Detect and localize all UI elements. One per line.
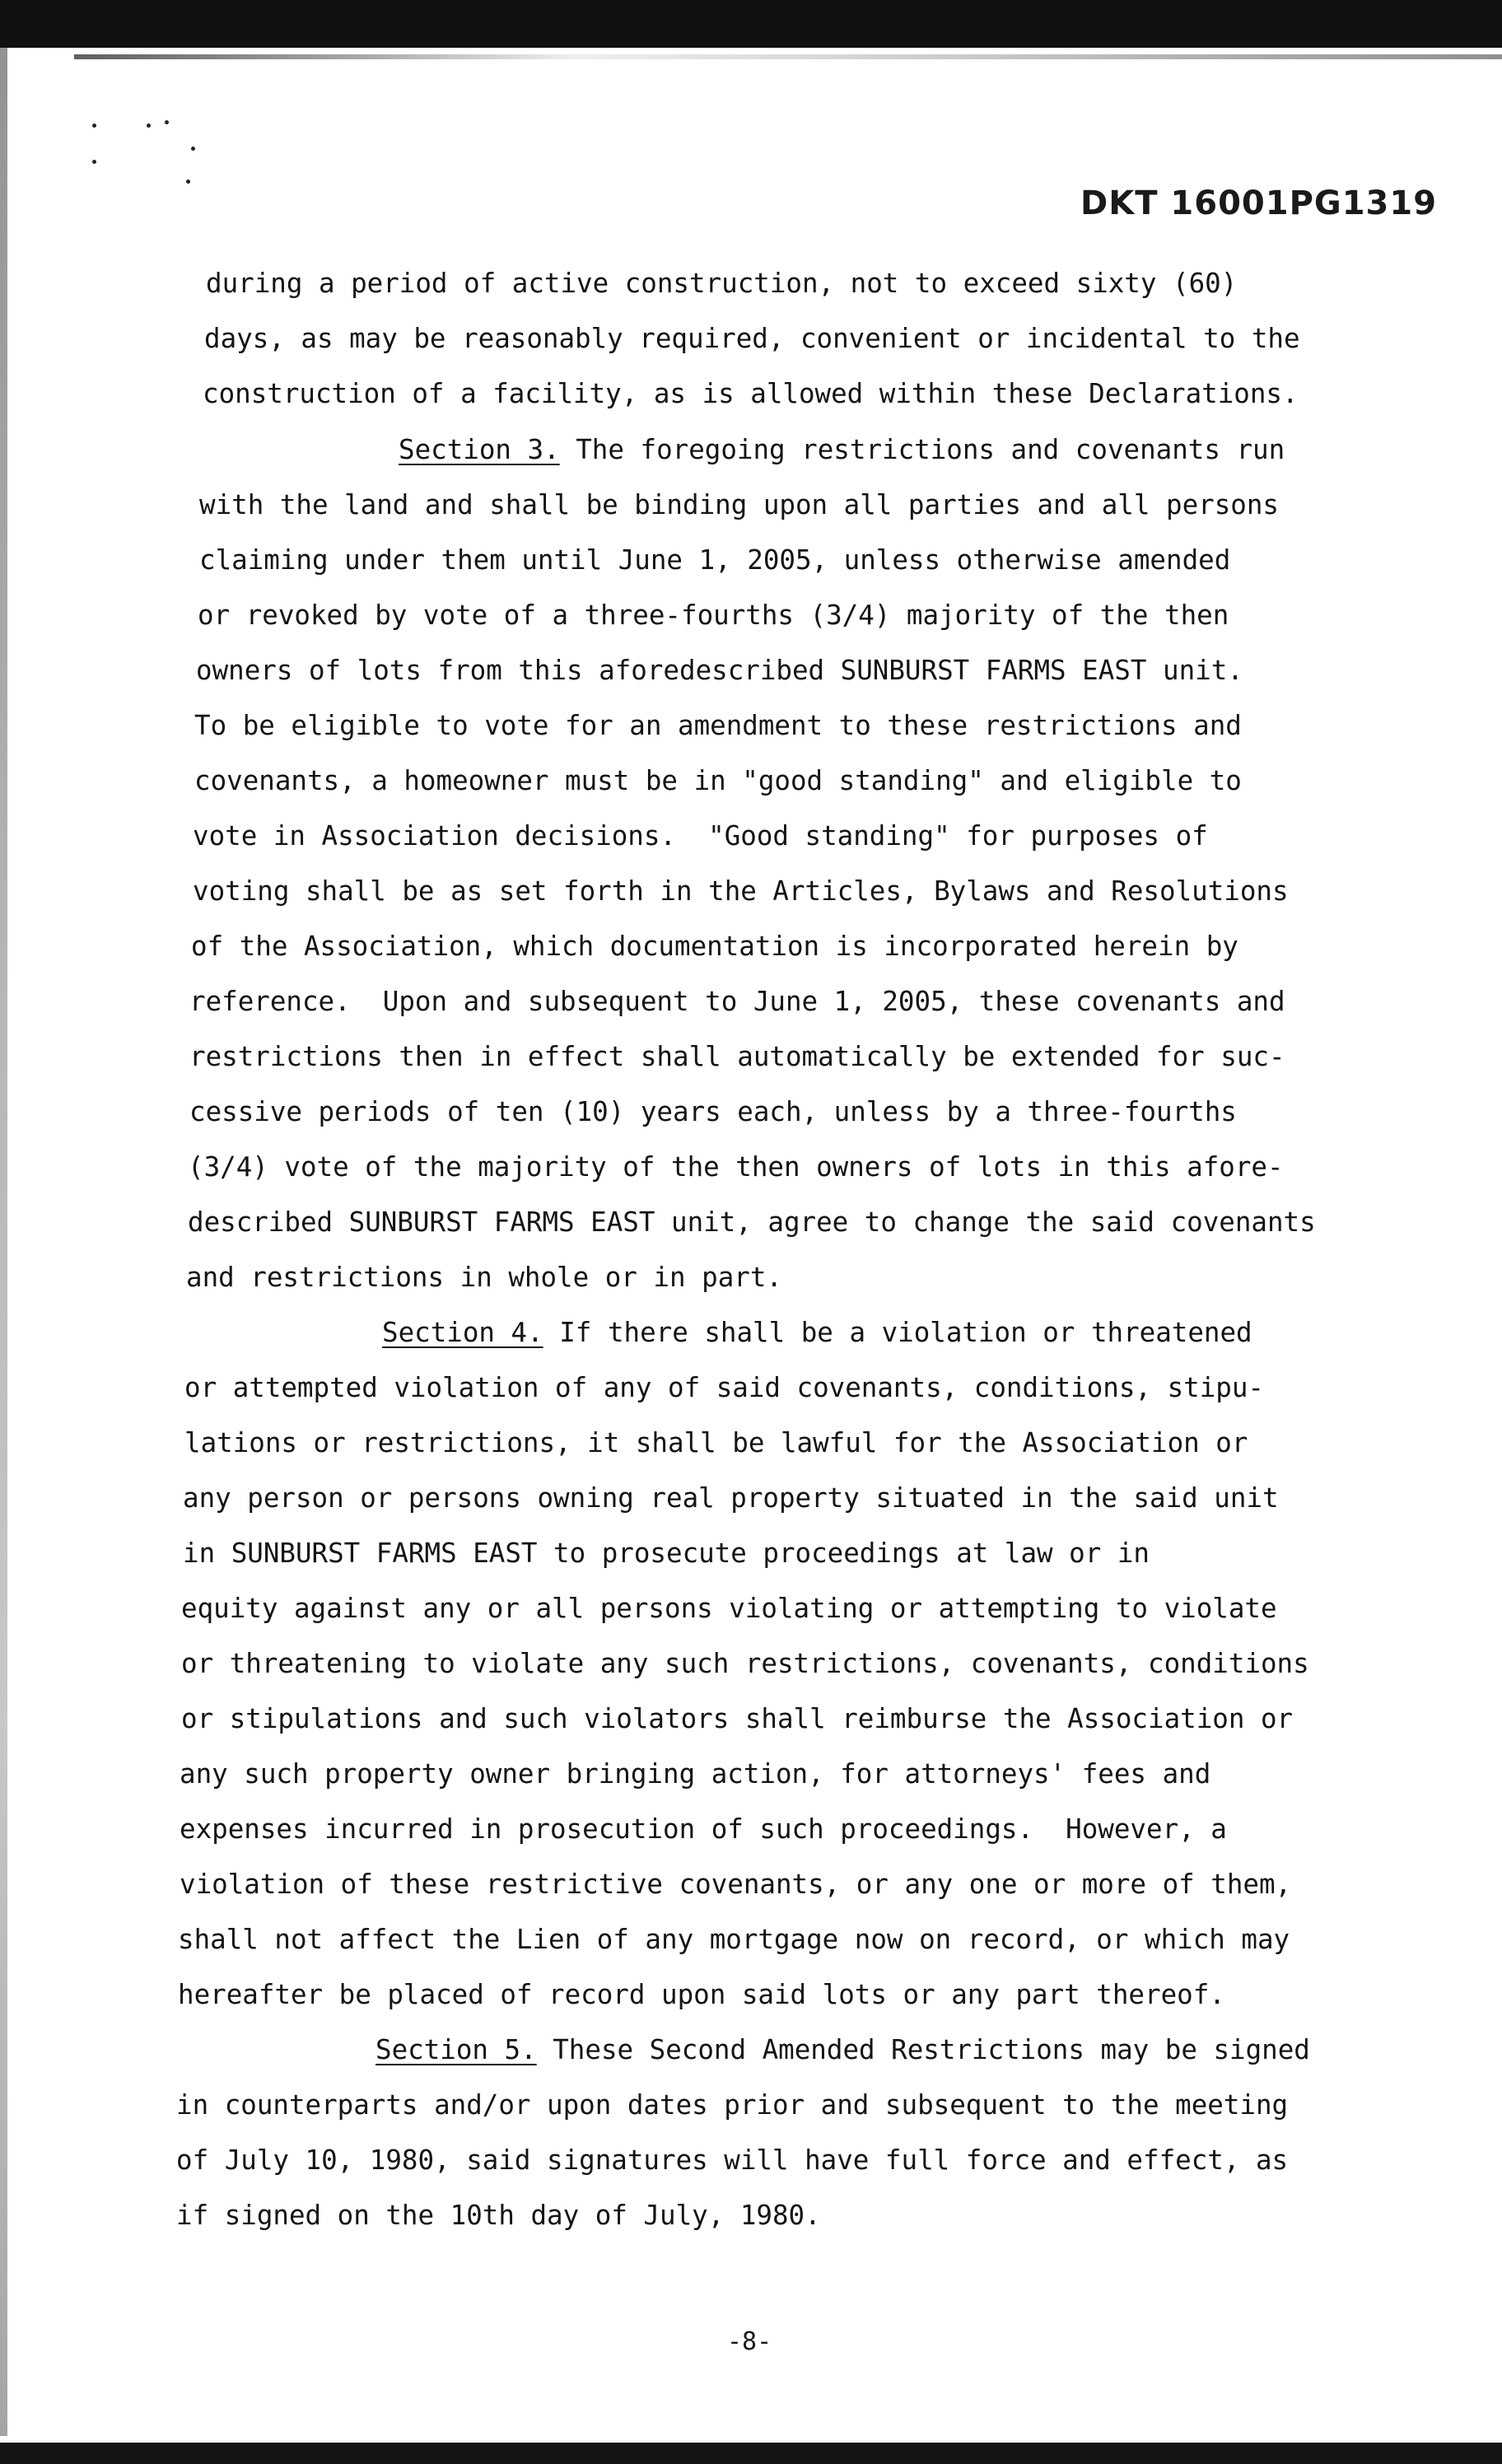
- text-line: shall not affect the Lien of any mortgage now on record, or which may: [178, 1924, 1290, 1955]
- text-line: lations or restrictions, it shall be lawful for the Association or: [184, 1427, 1248, 1458]
- text-line: construction of a facility, as is allowed within these Declarations.: [203, 378, 1299, 409]
- scan-top-border: [0, 0, 1502, 48]
- text-line: in counterparts and/or upon dates prior and subsequent to the meeting: [176, 2089, 1289, 2121]
- scan-speck: [191, 147, 195, 151]
- scan-top-streak: [74, 54, 1502, 59]
- text-line: hereafter be placed of record upon said lots or any part thereof.: [178, 1979, 1225, 2010]
- text-line: reference. Upon and subsequent to June 1, 2005, these covenants and: [189, 986, 1285, 1017]
- text-line: or attempted violation of any of said covenants, conditions, stipu-: [184, 1372, 1264, 1403]
- text-line: To be eligible to vote for an amendment to these restrictions and: [194, 710, 1242, 741]
- text-line: any such property owner bringing action, for attorneys' fees and: [180, 1758, 1211, 1790]
- text-line: of the Association, which documentation is incorporated herein by: [191, 931, 1238, 962]
- section-3-paragraph-start: Section 3. The foregoing restrictions and covenants run: [399, 434, 1285, 465]
- scan-bottom-border: [0, 2443, 1502, 2464]
- scan-speck: [186, 180, 190, 184]
- section-5-heading: Section 5.: [376, 2034, 537, 2065]
- text-line: of July 10, 1980, said signatures will have full force and effect, as: [176, 2144, 1289, 2176]
- scan-speck: [165, 120, 169, 124]
- text-line: days, as may be reasonably required, convenient or incidental to the: [204, 323, 1300, 354]
- text-line: vote in Association decisions. "Good standing" for purposes of: [193, 820, 1208, 852]
- scan-speck: [92, 160, 96, 164]
- text-line: claiming under them until June 1, 2005, unless otherwise amended: [199, 544, 1231, 576]
- text-line: with the land and shall be binding upon all parties and all persons: [199, 489, 1279, 520]
- text-line: in SUNBURST FARMS EAST to prosecute proceedings at law or in: [183, 1538, 1150, 1569]
- text-line: voting shall be as set forth in the Articles, Bylaws and Resolutions: [193, 875, 1289, 907]
- text-line: during a period of active construction, not to exceed sixty (60): [206, 268, 1238, 299]
- section-5-paragraph-start: Section 5. These Second Amended Restrictions may be signed: [376, 2034, 1310, 2065]
- page-number: -8-: [727, 2327, 772, 2356]
- text-line: (3/4) vote of the majority of the then owners of lots in this afore-: [188, 1151, 1284, 1183]
- text-line: described SUNBURST FARMS EAST unit, agree to change the said covenants: [188, 1206, 1316, 1238]
- text-line: any person or persons owning real property situated in the said unit: [183, 1482, 1279, 1514]
- text-line: covenants, a homeowner must be in "good standing" and eligible to: [194, 765, 1242, 796]
- text-line: restrictions then in effect shall automatically be extended for suc-: [189, 1041, 1285, 1072]
- text-line: owners of lots from this aforedescribed SUNBURST FARMS EAST unit.: [196, 655, 1243, 686]
- section-3-heading: Section 3.: [399, 434, 560, 465]
- text-line: cessive periods of ten (10) years each, unless by a three-fourths: [189, 1096, 1237, 1127]
- text-line: or threatening to violate any such restrictions, covenants, conditions: [181, 1648, 1309, 1679]
- text-line: or revoked by vote of a three-fourths (3/4) majority of the then: [198, 600, 1229, 631]
- text-line: expenses incurred in prosecution of such proceedings. However, a: [180, 1813, 1227, 1845]
- text-line: and restrictions in whole or in part.: [186, 1262, 782, 1293]
- scan-speck: [147, 124, 151, 128]
- text-line: or stipulations and such violators shall reimburse the Association or: [181, 1703, 1294, 1734]
- section-4-heading: Section 4.: [382, 1317, 543, 1348]
- document-number: DKT 16001PG1319: [1080, 184, 1438, 222]
- section-4-paragraph-start: Section 4. If there shall be a violation or threatened: [382, 1317, 1252, 1348]
- text-line: violation of these restrictive covenants, or any one or more of them,: [180, 1869, 1292, 1900]
- scan-left-edge: [0, 48, 7, 2436]
- text-line: if signed on the 10th day of July, 1980.: [176, 2200, 821, 2231]
- text-line: equity against any or all persons violating or attempting to violate: [181, 1593, 1277, 1624]
- scan-speck: [92, 124, 96, 128]
